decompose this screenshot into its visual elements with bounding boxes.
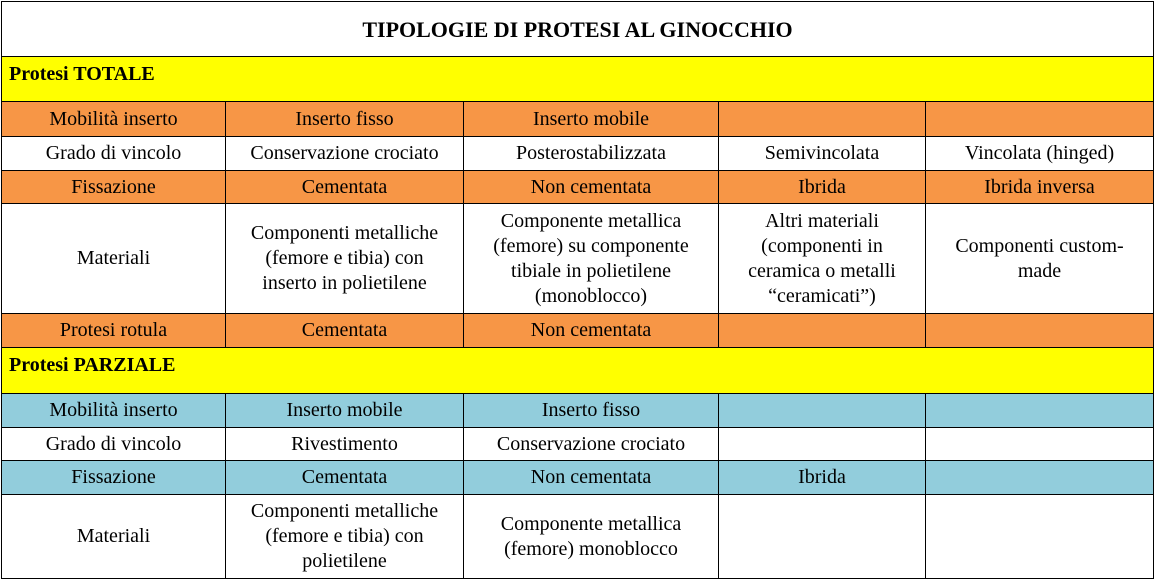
table-cell [719,102,926,137]
table-cell [719,314,926,348]
table-cell [926,428,1154,461]
table-title: TIPOLOGIE DI PROTESI AL GINOCCHIO [2,2,1154,57]
table-cell [719,394,926,428]
row-label-cell: Materiali [2,495,226,579]
table-cell: Componenti metalliche (femore e tibia) con polietilene [226,495,464,579]
table-row [2,394,1154,428]
table-cell: Componente metallica (femore) monoblocco [464,495,719,579]
section-header-row [2,57,1154,102]
table-cell [926,461,1154,495]
table-cell: Ibrida [719,171,926,204]
table-cell: Rivestimento [226,428,464,461]
table-cell: Inserto fisso [226,102,464,137]
table-cell: Ibrida inversa [926,171,1154,204]
table-cell: Non cementata [464,461,719,495]
table-cell: Componenti custom- made [926,204,1154,314]
row-label-cell: Materiali [2,204,226,314]
table-cell: Conservazione crociato [464,428,719,461]
table-cell [926,495,1154,579]
table-cell: Ibrida [719,461,926,495]
table-row [2,171,1154,204]
table-cell: Componente metallica (femore) su componente tibiale in polietilene (monoblocco) [464,204,719,314]
row-label-cell: Fissazione [2,171,226,204]
table-cell: Componenti metalliche (femore e tibia) con inserto in polietilene [226,204,464,314]
table-row [2,314,1154,348]
section-heading: Protesi PARZIALE [2,348,1154,394]
table-cell: Posterostabilizzata [464,137,719,171]
table-row [2,428,1154,461]
row-label-cell: Grado di vincolo [2,137,226,171]
table-cell: Altri materiali (componenti in ceramica o metalli “ceramicati”) [719,204,926,314]
table-cell: Inserto mobile [226,394,464,428]
table-cell [719,495,926,579]
table-cell: Semivincolata [719,137,926,171]
table-cell: Inserto fisso [464,394,719,428]
table-cell: Non cementata [464,171,719,204]
table-row [2,204,1154,314]
table-cell [926,394,1154,428]
table-cell: Conservazione crociato [226,137,464,171]
knee-prosthesis-table [1,1,1154,579]
section-header-row [2,348,1154,394]
table-cell: Cementata [226,171,464,204]
table-cell [926,314,1154,348]
section-heading: Protesi TOTALE [2,57,1154,102]
row-label-cell: Protesi rotula [2,314,226,348]
row-label-cell: Fissazione [2,461,226,495]
row-label-cell: Mobilità inserto [2,102,226,137]
row-label-cell: Grado di vincolo [2,428,226,461]
table-cell: Non cementata [464,314,719,348]
table-cell: Cementata [226,314,464,348]
table-cell: Inserto mobile [464,102,719,137]
row-label-cell: Mobilità inserto [2,394,226,428]
table-row [2,461,1154,495]
table-cell [926,102,1154,137]
table-cell [719,428,926,461]
table-row [2,137,1154,171]
table-row [2,495,1154,579]
table-row [2,102,1154,137]
table-cell: Vincolata (hinged) [926,137,1154,171]
table-cell: Cementata [226,461,464,495]
